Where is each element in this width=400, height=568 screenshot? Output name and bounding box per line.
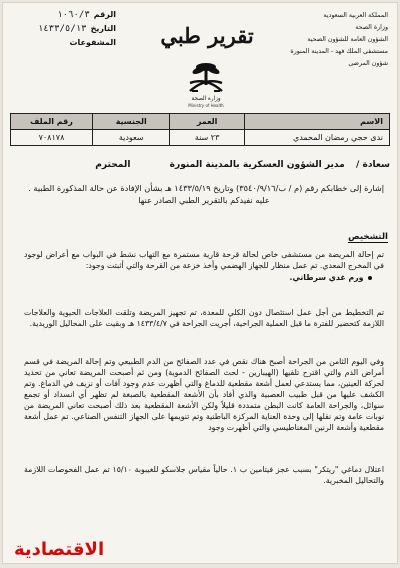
letterhead-line: وزارة الصحة — [355, 24, 388, 31]
reference-text: إشارة إلى خطابكم رقم (م / ب/٣٥٤٠/٩/١٦) وتاريخ ١٤٣٣/٥/١٩ هـ بشأن الإفادة عن حالة المذكورة الطبية . — [28, 183, 384, 193]
table-header-row — [11, 114, 390, 130]
field-label: المشفوعات — [69, 38, 116, 47]
letterhead-line: الشؤون العامة للشؤون الصحية — [307, 36, 388, 43]
reference-center-line: عليه نفيدكم بالتقرير الطبي الصادر عنها — [138, 195, 270, 205]
bullet-dot-icon — [368, 276, 372, 280]
paragraph-text: تم التخطيط من أجل عمل استئصال دون الكلي للمعدة، تم تجهيز المريضة وتلقت العلاجات الحيوية والعلاجات اللازمة كتحضير للفترة ما قبل العملية الجراحية، أجريت الجراحة في ١٤٣٣/٤/٧ هـ وبقيت على المحاليل الوريدية. — [24, 308, 384, 328]
field-label: الرقم — [93, 10, 116, 19]
table-row — [11, 130, 390, 146]
paragraph-current-status — [24, 464, 384, 486]
paragraph-text: اعتلال دماغي "ريتكر" بسبب عجز فيتامين ب ١. حالياً مقياس جلاسكو للغيبوبة ١٥/١٠ تم عمل الفحوصات اللازمة والتحاليل المخبرية. — [24, 465, 384, 485]
table-cell-name: ندى حجي رمضان المحمدي — [244, 130, 389, 146]
paragraph-complications — [24, 356, 384, 433]
letterhead-right — [266, 10, 388, 70]
medical-report-document — [2, 2, 398, 564]
diagnosis-bullet: ورم غدي سرطاني. — [289, 273, 364, 282]
section-title — [348, 232, 388, 242]
section-title-text: التشخيص — [348, 232, 388, 242]
paragraph-referral — [24, 249, 384, 283]
recipient-name: مدير الشؤون العسكرية بالمدينة المنورة — [169, 160, 345, 170]
table-header-cell: الاسم — [244, 114, 389, 130]
emblem-sublabel: Ministry of Health — [188, 103, 224, 108]
table-cell-nationality: سعودية — [92, 130, 170, 146]
paragraph-surgery — [24, 307, 384, 329]
letterhead-line: مستشفى الملك فهد - المدينة المنورة — [290, 48, 388, 55]
recipient-respect: المحترم — [95, 160, 131, 170]
table-header-cell: الجنسية — [92, 114, 170, 130]
table-cell-age: ٢٣ سنة — [170, 130, 244, 146]
page-title: تقرير طبي — [160, 23, 254, 48]
publisher-watermark: الاقتصادية — [14, 539, 105, 560]
table-header-cell: العمر — [170, 114, 244, 130]
recipient-prefix: سعادة / — [355, 160, 390, 170]
field-row-date — [10, 22, 116, 36]
reference-paragraph — [24, 182, 384, 206]
letterhead-line: المملكة العربية السعودية — [323, 12, 388, 19]
field-value: ١٠٦٠/٣ — [57, 10, 90, 20]
patient-table — [10, 113, 390, 146]
letterhead-line: شؤون المرضى — [348, 60, 388, 67]
field-label: التاريخ — [90, 24, 116, 33]
table-header-cell: رقم الملف — [11, 114, 93, 130]
emblem-label: وزارة الصحة — [191, 96, 221, 102]
field-row-attachments — [10, 36, 116, 50]
palm-and-swords-emblem-icon — [182, 57, 230, 97]
paragraph-text: تم إحالة المريضة من مستشفى خاص لحالة قرحة قارية مستمرة مع التهاب نشط في البواب مع أعراض لوجود في المخرج المعدي. تم عمل منظار للجهاز الهضمي وأخذ خزعة من القرحة والتي أثبتت وجود: — [24, 250, 384, 270]
reference-fields — [10, 8, 116, 50]
field-row-number — [10, 8, 116, 22]
field-value: ١٤٣٣/٥/١٣ — [37, 24, 87, 34]
table-cell-file-number: ٧٠٨١٧٨ — [11, 130, 93, 146]
recipient-line — [12, 159, 390, 171]
paragraph-text: وفي اليوم الثامن من الجراحة أصبح هناك نقص في عدد الصفائح من الدم الطبيعي وتم إحالة المريضة في قسم أمراض الدم والتي اقترح تلقيها (الهيبارين - لحث الصفائح الدموية) ومن ثم أصبحت المريضة تعاني من تحديد لحركة العينين، مما يستدعي لعمل أشعة مقطعية للدماغ والتي أظهرت عدم وجود آفات أو نزيف في الدماغ. وتم الكشف عليها من قبل طبيب العصبية والذي أفاد بأن الأشعة المقطعية بالصبغة لم تظهر أي انسداد أو تجمع سوائل، والجراحة العامة كانت البطن متمددة قليلاً ولكن الأشعة المقطعية بعد ذلك أصبحت تعاني المريضة من نوبات عامة وتم نقلها إلى وحدة العناية المركزة الباطنية وتم تنويمها على الجهاز التنفس الصناعي. تم عمل أشعة مقطعية وأشعة الرنين المغناطيسي والتي أظهرت وجود — [24, 357, 384, 432]
bullet-row — [24, 272, 384, 283]
